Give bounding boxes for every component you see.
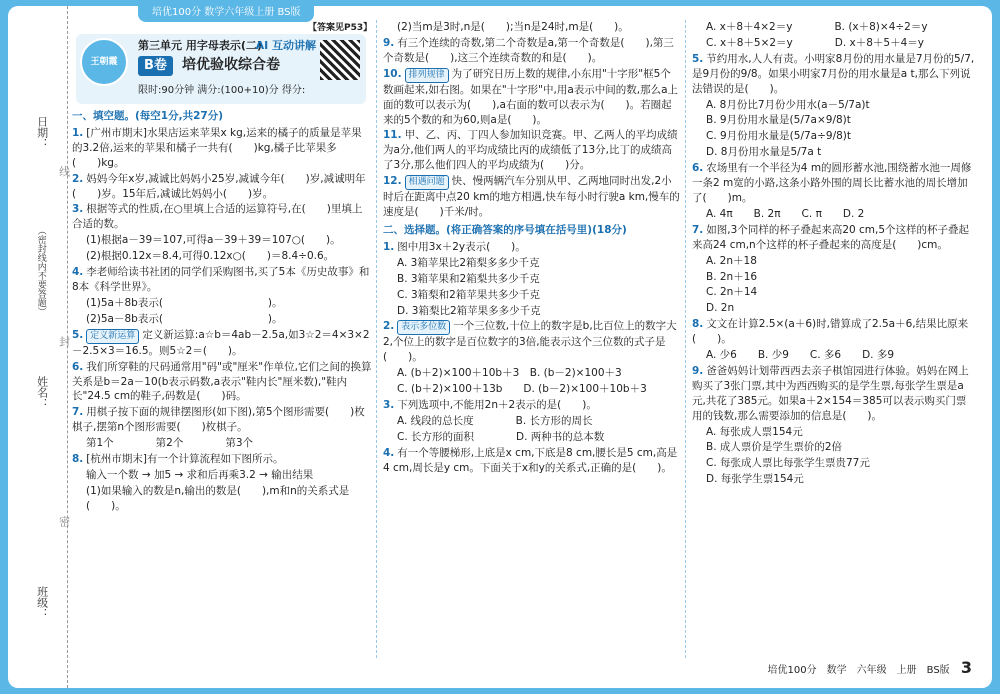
question-option: 第1个 第2个 第3个 [86, 437, 254, 450]
question-option: A. 4π B. 2π C. π D. 2 [706, 207, 865, 220]
question-number: 2. [383, 320, 395, 333]
question-number: 5. [72, 328, 84, 341]
question-number: 1. [383, 240, 395, 253]
question-text: 快、慢两辆汽车分别从甲、乙两地同时出发,2小时后在距离中点20 km的地方相遇,快车每小时行驶a km,慢车的速度是( )千米/时。 [383, 175, 680, 219]
question-option: D. 2n [706, 302, 735, 315]
question-text: 李老师给读书社团的同学们采购图书,买了5本《历史故事》和8本《科学世界》。 [72, 266, 370, 293]
question-text: 文文在计算2.5×(a＋6)时,错算成了2.5a＋6,结果比原来( )。 [692, 318, 969, 346]
question-item [692, 364, 975, 424]
qr-code-icon[interactable] [320, 40, 360, 80]
question-option: (1)根据a－39＝107,可得a－39＋39＝107○( )。 [86, 234, 341, 247]
question-item [72, 126, 372, 171]
question-item [383, 319, 681, 365]
question-number: 11. [383, 129, 402, 142]
question-number: 2. [72, 172, 84, 185]
seal-note: （密封线内不要答题） [35, 226, 46, 316]
question-text: 为了研究日历上数的规律,小东用"十字形"框5个数画起来,如右图。如果在"十字形"中,用a表示中间的数,那么a上面的数可以表示为( ),a右面的数可以表示为( )。若圈起来的5个数的和为60,则a是( )。 [383, 67, 679, 126]
question-option: A. (b＋2)×100＋10b＋3 B. (b－2)×100＋3 [397, 367, 622, 380]
book-tag: 培优100分 数学六年级上册 BS版 [138, 4, 314, 22]
question-number: 9. [692, 364, 704, 377]
question-option: A. 8月份比7月份少用水(a－5/7a)t [706, 98, 870, 111]
column-1 [72, 106, 372, 658]
question-item [72, 405, 372, 435]
question-text: 一个三位数,十位上的数字是b,比百位上的数字大2,个位上的数字是百位数字的3倍,能表示这个三位数的式子是( )。 [383, 320, 677, 364]
column-2 [376, 20, 681, 658]
question-option: B. 9月份用水量是(5/7a×9/8)t [706, 114, 851, 127]
question-option: B. 2n＋16 [706, 270, 758, 283]
question-item [383, 174, 681, 220]
question-item [692, 161, 975, 206]
question-number: 8. [692, 318, 704, 331]
header-banner [76, 34, 366, 104]
question-number: 6. [72, 360, 84, 373]
question-item [72, 328, 372, 359]
question-item [692, 52, 975, 97]
question-option: B. 3箱苹果和2箱梨共多少千克 [397, 272, 540, 285]
question-option: C. 每张成人票比每张学生票贵77元 [706, 457, 870, 470]
question-number: 7. [692, 223, 704, 236]
question-text: 有一个等腰梯形,上底是x cm,下底是8 cm,腰长是5 cm,高是4 cm,周长是y cm。下面关于x和y的关系式,正确的是( )。 [383, 446, 678, 474]
question-tag: 定义新运算 [86, 329, 139, 344]
page-number: 3 [960, 658, 972, 678]
question-item [383, 446, 681, 476]
question-option: D. 3箱梨比2箱苹果多多少千克 [397, 304, 541, 317]
question-text: 节约用水,人人有责。小明家8月份的用水量是7月份的5/7,是9月份的9/8。如果小明家7月份的用水量是a t,那么下列说法错误的是( )。 [692, 52, 975, 95]
question-number: 4. [383, 446, 395, 459]
question-option: (1)5a＋8b表示( )。 [86, 296, 283, 309]
question-item [72, 202, 372, 232]
exam-meta: 限时:90分钟 满分:(100+10)分 得分: [138, 85, 306, 96]
question-text: 如图,3个同样的杯子叠起来高20 cm,5个这样的杯子叠起来高24 cm,n个这样的杯子叠起来的高度是( )cm。 [692, 223, 970, 251]
column-3 [685, 20, 975, 658]
question-option: B. 成人票价是学生票价的2倍 [706, 441, 843, 454]
section-heading: 一、填空题。(每空1分,共27分) [72, 110, 224, 122]
question-number: 12. [383, 175, 402, 188]
question-text: 根据等式的性质,在○里填上合适的运算符号,在( )里填上合适的数。 [72, 203, 363, 231]
question-number: 3. [383, 399, 395, 412]
paper-title: 培优验收综合卷 [182, 57, 280, 73]
unit-title: 第三单元 用字母表示(二) [138, 39, 262, 52]
worksheet-page [8, 6, 992, 688]
question-text: 我们所穿鞋的尺码通常用"码"或"厘米"作单位,它们之间的换算关系是b＝2a－10(b表示码数,a表示"鞋内长"厘米数),"鞋内长"24.5 cm的鞋子,码数是( )码。 [72, 360, 372, 403]
question-text: 甲、乙、丙、丁四人参加知识竞赛。甲、乙两人的平均成绩为a分,他们两人的平均成绩比丙的成绩低了13分,比丁的成绩高了3分,那么他们四人的平均成绩为( )分。 [383, 129, 678, 172]
question-text: 图中用3x＋2y表示( )。 [397, 240, 526, 253]
question-option: A. 2n＋18 [706, 254, 757, 267]
footer-text: 培优100分 数学 六年级 上册 BS版 [767, 665, 950, 677]
question-item [72, 452, 372, 467]
question-option: (2)当m是3时,n是( );当n是24时,m是( )。 [397, 21, 629, 33]
question-option: (2)5a－8b表示( )。 [86, 312, 283, 325]
question-option: A. 少6 B. 少9 C. 多6 D. 多9 [706, 349, 895, 362]
question-option: C. (b＋2)×100＋13b D. (b－2)×100＋10b＋3 [397, 383, 647, 396]
question-number: 1. [72, 126, 84, 139]
question-item [692, 317, 975, 347]
question-text: 用棋子按下面的规律摆图形(如下图),第5个图形需要( )枚棋子,摆第n个图形需要( )枚棋子。 [72, 406, 365, 434]
question-option: D. 每张学生票154元 [706, 473, 804, 486]
question-text: 妈妈今年x岁,减诚比妈妈小25岁,减诚今年( )岁,减诚明年( )岁。15年后,减诚比妈妈小( )岁。 [72, 172, 366, 200]
question-item [383, 128, 681, 173]
binding-margin [8, 6, 71, 688]
question-item [383, 67, 681, 128]
question-number: 7. [72, 406, 84, 419]
question-number: 8. [72, 453, 84, 466]
question-option: A. 3箱苹果比2箱梨多多少千克 [397, 256, 540, 269]
question-item [383, 398, 681, 413]
question-item [383, 240, 681, 255]
answer-ref: 【答案见P53】 [308, 23, 373, 33]
question-number: 6. [692, 162, 704, 175]
question-text: 定义新运算:a☆b＝4ab－2.5a,如3☆2＝4×3×2－2.5×3＝16.5。则5☆2＝( )。 [72, 328, 370, 357]
seal-mark: 封 [57, 336, 71, 347]
question-item [72, 172, 372, 202]
question-text: 有三个连续的奇数,第二个奇数是a,第一个奇数是( ),第三个奇数是( ),这三个连续奇数的和是( )。 [383, 36, 674, 64]
paper-badge: B卷 [138, 56, 173, 76]
name-label: 姓名： [35, 376, 49, 409]
question-number: 5. [692, 52, 704, 65]
question-option: C. x＋8＋5×2＝y D. x＋8＋5＋4＝y [706, 36, 925, 49]
question-number: 10. [383, 67, 402, 80]
line-mark: 线 [57, 166, 71, 177]
question-option: A. 每张成人票154元 [706, 425, 803, 438]
question-option: C. 3箱梨和2箱苹果共多少千克 [397, 288, 540, 301]
question-option: (1)如果输入的数是n,输出的数是( ),m和n的关系式是( )。 [86, 484, 350, 512]
question-option: C. 9月份用水量是(5/7a÷9/8)t [706, 130, 852, 143]
question-number: 4. [72, 266, 84, 279]
ai-label: AI 互动讲解 [255, 39, 316, 52]
question-item [692, 223, 975, 253]
question-item [383, 36, 681, 66]
question-tag: 相遇问题 [405, 175, 449, 190]
question-option: C. 2n＋14 [706, 286, 758, 299]
question-text: [广州市期末]水果店运来苹果x kg,运来的橘子的质量是苹果的3.2倍,运来的苹果和橘子一共有( )kg,橘子比苹果多( )kg。 [72, 126, 362, 169]
question-text: 农场里有一个半径为4 m的圆形蓄水池,围绕蓄水池一周修一条2 m宽的小路,这条小路外围的周长比蓄水池的周长增加了( )m。 [692, 162, 972, 204]
question-tag: 排列规律 [405, 68, 449, 83]
page-footer [768, 657, 972, 680]
question-number: 3. [72, 203, 84, 216]
question-option: D. 8月份用水量是5/7a t [706, 146, 822, 159]
date-label: 日期： [35, 116, 49, 149]
question-tag: 表示多位数 [397, 320, 450, 335]
question-option: 输入一个数 → 加5 → 求和后再乘3.2 → 输出结果 [86, 468, 314, 481]
question-option: C. 长方形的面积 D. 两种书的总本数 [397, 430, 605, 443]
question-item [72, 265, 372, 295]
question-option: (2)根据0.12x＝8.4,可得0.12x○( )＝8.4÷0.6。 [86, 250, 335, 263]
close-mark: 密 [57, 516, 71, 527]
section-heading: 二、选择题。(将正确答案的序号填在括号里)(18分) [383, 223, 627, 236]
question-text: 下列选项中,不能用2n＋2表示的是( )。 [397, 399, 597, 412]
question-text: [杭州市期末]有一个计算流程如下图所示。 [86, 453, 284, 466]
brand-logo: 王朝霞 [80, 38, 128, 86]
class-label: 班级： [35, 586, 49, 619]
question-item [72, 360, 372, 405]
question-text: 爸爸妈妈计划带西西去亲子棋馆园进行体验。妈妈在网上购买了3张门票,其中为西西购买的是学生票,每张学生票是a元,共花了385元。如果a＋2×154＝385可以表示购买门票用的钱数,那么需要添加的信息是( )。 [692, 364, 969, 422]
question-number: 9. [383, 36, 395, 49]
question-option: A. 线段的总长度 B. 长方形的周长 [397, 414, 593, 427]
question-option: A. x＋8＋4×2＝y B. (x＋8)×4÷2＝y [706, 21, 928, 33]
